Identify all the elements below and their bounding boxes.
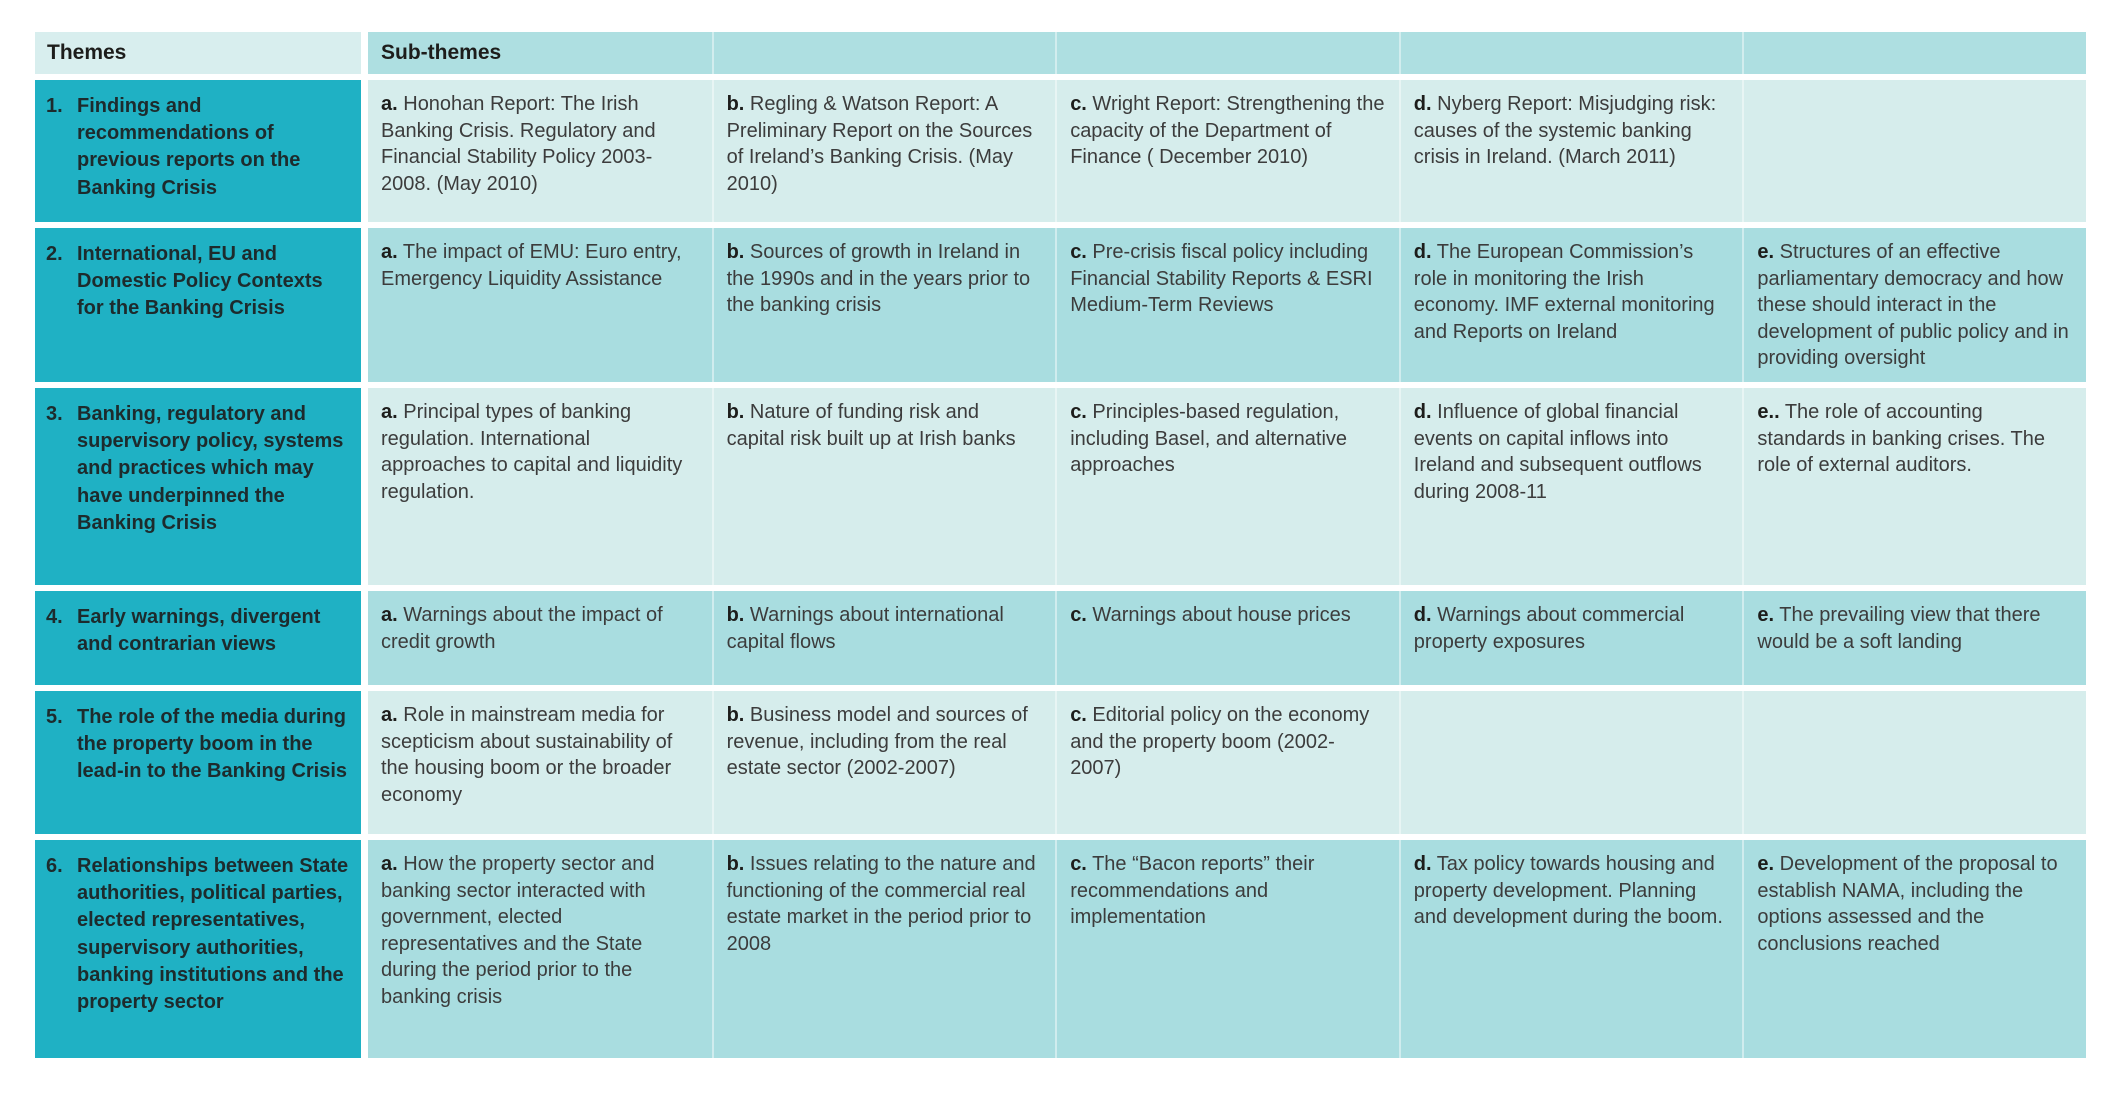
subtheme-letter: d. — [1413, 604, 1432, 626]
theme-cell — [35, 80, 361, 222]
theme-number: 5. — [46, 706, 63, 728]
table-row — [35, 691, 2086, 834]
table-body — [35, 80, 2086, 1058]
subtheme-letter: b. — [726, 241, 745, 263]
theme-number: 1. — [46, 95, 63, 117]
subtheme-cell: b. Regling & Watson Report: A Preliminary Report on the Sources of Ireland’s Banking Crisis. (May 2010) — [712, 80, 1056, 222]
subtheme-cells — [368, 228, 2086, 382]
subtheme-cell: a. Principal types of banking regulation. International approaches to capital and liquidity regulation. — [381, 401, 683, 503]
subtheme-cell: d. The European Commission’s role in monitoring the Irish economy. IMF external monitoring and Reports on Ireland — [1399, 228, 1743, 382]
subtheme-cell: a. The impact of EMU: Euro entry, Emergency Liquidity Assistance — [381, 241, 682, 290]
subtheme-cell: e. The prevailing view that there would be a soft landing — [1742, 591, 2086, 685]
subtheme-cell: d. Warnings about commercial property exposures — [1399, 591, 1743, 685]
subtheme-letter: a. — [381, 704, 398, 726]
subtheme-letter: d. — [1413, 241, 1432, 263]
subtheme-letter: e. — [1757, 241, 1775, 263]
subtheme-cell: b. Warnings about international capital flows — [712, 591, 1056, 685]
subtheme-cells — [368, 591, 2086, 685]
subtheme-cell: b. Issues relating to the nature and functioning of the commercial real estate market in the period prior to 2008 — [712, 840, 1056, 1058]
subtheme-cell: e.. The role of accounting standards in banking crises. The role of external auditors. — [1742, 388, 2086, 585]
subtheme-letter: e. — [1757, 604, 1775, 626]
subtheme-cell: e. Structures of an effective parliamentary democracy and how these should interact in the development of public policy and in providing oversight — [1742, 228, 2086, 382]
table-header-row — [35, 32, 2086, 74]
subtheme-cells — [368, 388, 2086, 585]
theme-cell — [35, 840, 361, 1058]
subtheme-cell: a. Role in mainstream media for scepticism about sustainability of the housing boom or the broader economy — [381, 704, 673, 806]
subtheme-letter: a. — [381, 604, 398, 626]
subtheme-letter: c. — [1070, 604, 1087, 626]
subtheme-letter: d. — [1413, 853, 1432, 875]
subtheme-cells — [368, 691, 2086, 834]
themes-table — [35, 32, 2086, 1064]
theme-number: 2. — [46, 243, 63, 265]
subtheme-letter: a. — [381, 93, 398, 115]
subthemes-header-spacer — [712, 32, 1056, 74]
theme-title: Early warnings, divergent and contrarian views — [77, 606, 321, 656]
subtheme-cell — [1399, 691, 1743, 834]
subtheme-letter: c. — [1070, 401, 1087, 423]
subtheme-cell: a. How the property sector and banking sector interacted with government, elected representatives and the State during the period prior to the banking crisis — [381, 853, 655, 1008]
subtheme-cells — [368, 80, 2086, 222]
theme-title: Relationships between State authorities, political parties, elected representatives, supervisory authorities, banking institutions and the property sector — [77, 855, 349, 1013]
subtheme-letter: b. — [726, 93, 745, 115]
subtheme-letter: e. — [1757, 853, 1775, 875]
table-row — [35, 388, 2086, 585]
theme-number: 4. — [46, 606, 63, 628]
theme-cell — [35, 591, 361, 685]
subtheme-cell: c. Warnings about house prices — [1055, 591, 1399, 685]
subtheme-letter: c. — [1070, 853, 1087, 875]
subtheme-cell: d. Tax policy towards housing and property development. Planning and development during the boom. — [1399, 840, 1743, 1058]
subtheme-cell: c. Wright Report: Strengthening the capacity of the Department of Finance ( December 2010) — [1055, 80, 1399, 222]
subtheme-cell: d. Influence of global financial events on capital inflows into Ireland and subsequent outflows during 2008-11 — [1399, 388, 1743, 585]
table-row — [35, 80, 2086, 222]
subtheme-cell: d. Nyberg Report: Misjudging risk: causes of the systemic banking crisis in Ireland. (March 2011) — [1399, 80, 1743, 222]
theme-cell — [35, 691, 361, 834]
subtheme-cell: c. The “Bacon reports” their recommendations and implementation — [1055, 840, 1399, 1058]
subtheme-letter: d. — [1413, 401, 1432, 423]
subthemes-header-spacer — [1399, 32, 1743, 74]
subtheme-letter: a. — [381, 401, 398, 423]
subthemes-header-label: Sub-themes — [381, 41, 502, 64]
subtheme-cell — [1742, 80, 2086, 222]
subtheme-cell — [1742, 691, 2086, 834]
table-row — [35, 591, 2086, 685]
table-row — [35, 228, 2086, 382]
subtheme-letter: c. — [1070, 704, 1087, 726]
subtheme-cell: b. Nature of funding risk and capital risk built up at Irish banks — [712, 388, 1056, 585]
theme-title: International, EU and Domestic Policy Contexts for the Banking Crisis — [77, 243, 323, 320]
theme-number: 3. — [46, 403, 63, 425]
subthemes-header-spacer — [1742, 32, 2086, 74]
subtheme-cell: b. Business model and sources of revenue, including from the real estate sector (2002-2007) — [712, 691, 1056, 834]
subtheme-cell: a. Warnings about the impact of credit growth — [381, 604, 663, 653]
subtheme-letter: c. — [1070, 93, 1087, 115]
theme-cell — [35, 228, 361, 382]
subtheme-letter: a. — [381, 241, 398, 263]
theme-cell — [35, 388, 361, 585]
subtheme-letter: b. — [726, 401, 745, 423]
subtheme-cell: e. Development of the proposal to establish NAMA, including the options assessed and the conclusions reached — [1742, 840, 2086, 1058]
subtheme-letter: b. — [726, 604, 745, 626]
subthemes-header-spacer — [1055, 32, 1399, 74]
subtheme-letter: c. — [1070, 241, 1087, 263]
theme-title: Findings and recommendations of previous reports on the Banking Crisis — [77, 95, 301, 199]
subtheme-cell: c. Principles-based regulation, including Basel, and alternative approaches — [1055, 388, 1399, 585]
subtheme-cell: a. Honohan Report: The Irish Banking Crisis. Regulatory and Financial Stability Policy 2003-2008. (May 2010) — [381, 93, 656, 195]
subtheme-cell: c. Editorial policy on the economy and the property boom (2002-2007) — [1055, 691, 1399, 834]
subtheme-letter: e.. — [1757, 401, 1780, 423]
theme-title: Banking, regulatory and supervisory policy, systems and practices which may have underpinned the Banking Crisis — [77, 403, 344, 534]
subtheme-cells — [368, 840, 2086, 1058]
theme-title: The role of the media during the property boom in the lead-in to the Banking Crisis — [77, 706, 348, 783]
table-row — [35, 840, 2086, 1058]
subtheme-letter: b. — [726, 704, 745, 726]
subthemes-column-header — [368, 32, 2086, 74]
subtheme-cell: c. Pre-crisis fiscal policy including Financial Stability Reports & ESRI Medium-Term Reviews — [1055, 228, 1399, 382]
subtheme-cell: b. Sources of growth in Ireland in the 1990s and in the years prior to the banking crisis — [712, 228, 1056, 382]
themes-column-header: Themes — [35, 32, 361, 74]
subtheme-letter: b. — [726, 853, 745, 875]
theme-number: 6. — [46, 855, 63, 877]
subtheme-letter: d. — [1413, 93, 1432, 115]
subtheme-letter: a. — [381, 853, 398, 875]
